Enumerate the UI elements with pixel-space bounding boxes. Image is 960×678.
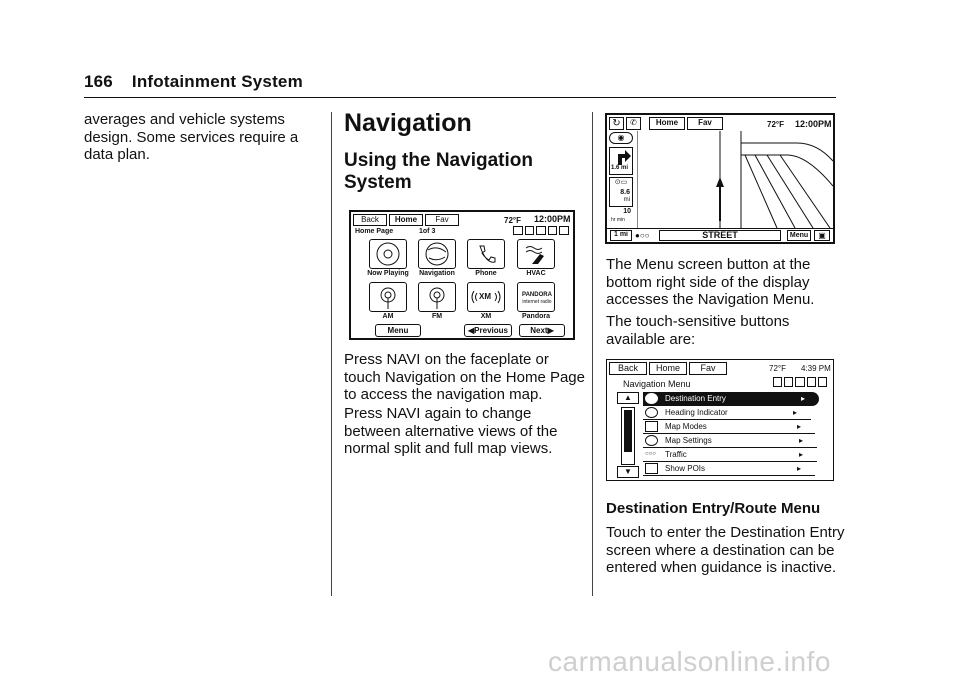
phone-small-icon[interactable]: ✆: [626, 117, 641, 130]
chevron-right-icon: ▸: [798, 450, 803, 459]
col1-paragraph: averages and vehicle systems design. Some services require a data plan.: [84, 111, 299, 163]
col3-para3: Touch to enter the Destination Entry screen where a destination can be entered when guidance is inactive.: [606, 524, 845, 576]
street-name: STREET: [659, 230, 781, 241]
menu-item-traffic[interactable]: ○○○ Traffic ▸: [643, 448, 817, 462]
hvac-icon: [518, 240, 554, 268]
am-antenna-icon: [370, 283, 406, 311]
scroll-down-button[interactable]: ▼: [617, 466, 639, 478]
destination-entry-heading: Destination Entry/Route Menu: [606, 500, 821, 517]
previous-button[interactable]: ◀Previous: [464, 324, 512, 337]
scrollbar-thumb[interactable]: [624, 410, 632, 452]
col3-para1: The Menu screen button at the bottom right side of the display accesses the Navigation Menu.: [606, 256, 815, 308]
col2-para1: Press NAVI on the faceplate or touch Navigation on the Home Page to access the navigation map.: [344, 351, 585, 403]
map-fav-tab[interactable]: Fav: [687, 117, 723, 130]
hvac-tile[interactable]: [517, 239, 555, 269]
map-menu-button[interactable]: Menu: [787, 230, 811, 241]
scroll-up-button[interactable]: ▲: [617, 392, 639, 404]
turn-distance: 1.6 mi: [611, 165, 629, 171]
home-temp: 72°F: [504, 216, 521, 225]
nav-menu-list: [643, 392, 823, 478]
map-temp: 72°F: [767, 120, 784, 129]
menu-item-show-pois[interactable]: Show POIs ▸: [643, 462, 815, 476]
compass-icon[interactable]: ◉: [609, 132, 633, 144]
col3-para2: The touch-sensitive buttons available are:: [606, 313, 790, 348]
poi-icon: [645, 463, 658, 474]
turn-arrow-box: [609, 147, 633, 175]
column-divider-2: [592, 112, 593, 596]
fm-tile[interactable]: [418, 282, 456, 312]
phone-tile[interactable]: [467, 239, 505, 269]
remaining-distance: 8.6: [620, 189, 630, 196]
menu-item-map-settings[interactable]: Map Settings ▸: [643, 434, 817, 448]
now-playing-icon: [370, 240, 406, 268]
page-number: 166: [84, 72, 113, 91]
header-rule: [84, 97, 836, 98]
navigation-title: Navigation: [344, 109, 472, 137]
refresh-icon[interactable]: ↻: [609, 117, 624, 130]
chevron-right-icon: ▸: [796, 464, 801, 473]
fav-tab[interactable]: Fav: [425, 214, 459, 226]
pandora-logo: PANDORA: [522, 292, 552, 298]
remaining-box: [609, 177, 633, 207]
watermark: carmanualsonline.info: [548, 646, 831, 677]
am-tile[interactable]: [369, 282, 407, 312]
destination-icon: [645, 393, 658, 404]
settings-icon: [645, 435, 658, 446]
pandora-tile[interactable]: [517, 282, 555, 312]
eta-unit: hr min: [611, 217, 625, 223]
nm-fav-tab[interactable]: Fav: [689, 362, 727, 375]
back-tab[interactable]: Back: [353, 214, 387, 226]
status-icons: [513, 226, 569, 235]
remaining-unit: mi: [623, 197, 630, 203]
nm-temp: 72°F: [769, 364, 786, 373]
traffic-icon[interactable]: ●○○: [635, 231, 650, 240]
nm-time: 4:39 PM: [801, 364, 831, 373]
map-screen-figure: [605, 113, 835, 244]
nav-menu-figure: [606, 359, 834, 481]
page-header: [84, 72, 303, 92]
menu-item-map-modes[interactable]: Map Modes ▸: [643, 420, 815, 434]
turn-right-icon: [610, 148, 632, 166]
map-modes-icon: [645, 421, 658, 432]
map-time: 12:00PM: [795, 119, 832, 129]
home-page-label: Home Page: [355, 228, 394, 235]
using-navigation-heading: Using the Navigation System: [344, 150, 533, 193]
scale-indicator[interactable]: 1 mi: [610, 230, 632, 241]
navigation-tile[interactable]: [418, 239, 456, 269]
nm-status-icons: [773, 377, 827, 387]
column-divider-1: [331, 112, 332, 596]
section-title: Infotainment System: [131, 72, 303, 91]
car-icon: ⊙▭: [614, 179, 628, 186]
nm-title: Navigation Menu: [623, 379, 691, 389]
col2-para2: Press NAVI again to change between alternative views of the normal split and full map views.: [344, 405, 558, 457]
next-button[interactable]: Next▶: [519, 324, 565, 337]
chevron-right-icon: ▸: [800, 394, 805, 403]
home-tab[interactable]: Home: [389, 214, 423, 226]
now-playing-tile[interactable]: [369, 239, 407, 269]
menu-button[interactable]: Menu: [375, 324, 421, 337]
xm-tile[interactable]: [467, 282, 505, 312]
fm-antenna-icon: [419, 283, 455, 311]
xm-logo-text: XM: [479, 292, 491, 301]
scrollbar-track[interactable]: [621, 407, 635, 465]
traffic-lights-icon: ○○○: [645, 451, 656, 457]
eta-box: [609, 208, 633, 226]
nm-home-tab[interactable]: Home: [649, 362, 687, 375]
split-view-icon[interactable]: ▣: [814, 230, 830, 241]
phone-icon: [468, 240, 504, 268]
nm-back-tab[interactable]: Back: [609, 362, 647, 375]
heading-icon: [645, 407, 658, 418]
menu-item-destination-entry[interactable]: Destination Entry ▸: [643, 392, 819, 406]
chevron-right-icon: ▸: [796, 422, 801, 431]
menu-item-heading-indicator[interactable]: Heading Indicator ▸: [643, 406, 811, 420]
chevron-right-icon: ▸: [792, 408, 797, 417]
pandora-sub: internet radio: [522, 299, 552, 305]
globe-icon: [419, 240, 455, 268]
map-home-tab[interactable]: Home: [649, 117, 685, 130]
home-screen-figure: Back Home Fav 72°F 12:00PM Home Page 1of 3 Now Playing Navigation Phone HVAC AM FM XM XM PANDORA internet radio Pandora Menu ◀Previous Next▶: [349, 210, 575, 340]
home-page-count: 1of 3: [419, 228, 436, 235]
map-roads: [637, 131, 833, 228]
home-time: 12:00PM: [534, 214, 571, 224]
chevron-right-icon: ▸: [798, 436, 803, 445]
eta-number: 10: [623, 208, 631, 215]
